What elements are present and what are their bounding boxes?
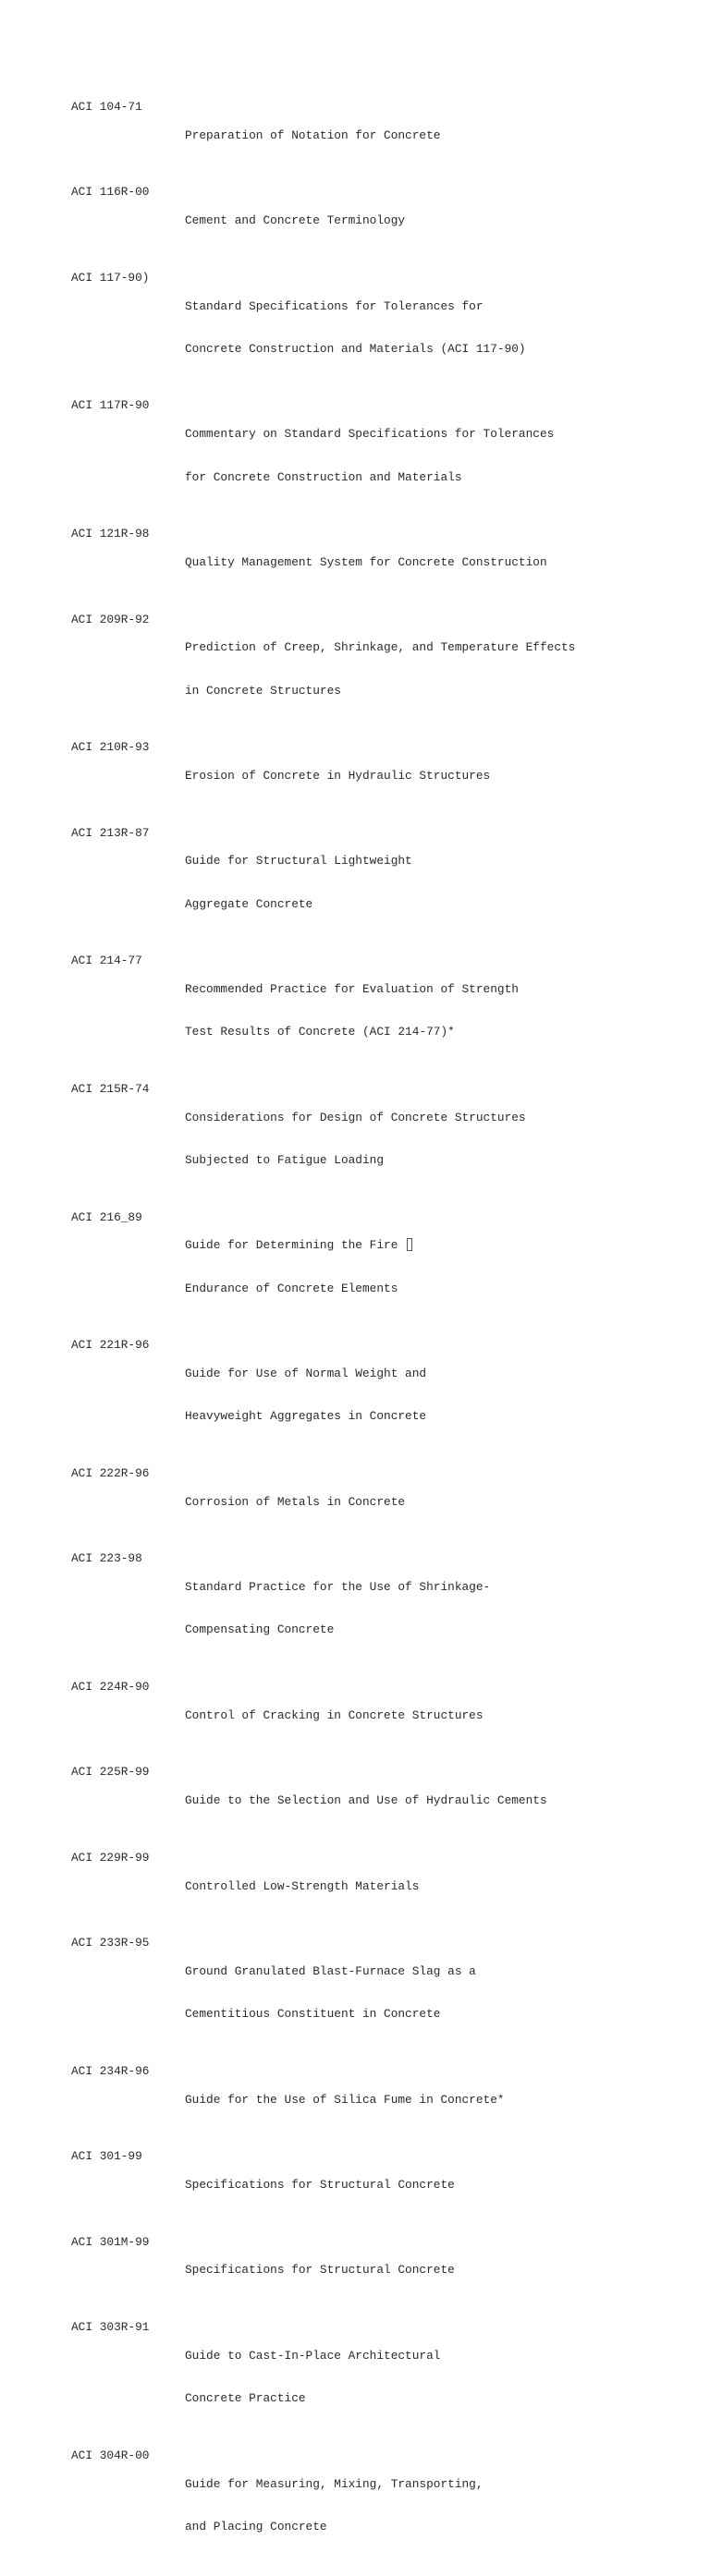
reference-code: ACI 303R-91 — [71, 2320, 150, 2335]
reference-title — [185, 1082, 644, 1196]
reference-title — [185, 1466, 644, 1537]
title-line: Standard Specifications for Tolerances for — [185, 298, 484, 313]
reference-title — [185, 740, 644, 811]
list-item — [71, 740, 644, 811]
title-line: Specifications for Structural Concrete — [185, 2178, 455, 2193]
list-item — [71, 100, 644, 171]
list-item — [71, 1851, 644, 1922]
title-line: Ground Granulated Blast-Furnace Slag as a — [185, 1963, 476, 1978]
list-item — [71, 613, 644, 726]
list-item — [71, 2235, 644, 2306]
reference-code: ACI 209R-92 — [71, 612, 150, 626]
reference-title — [185, 2448, 644, 2562]
reference-title — [185, 1765, 644, 1836]
title-line: Cement and Concrete Terminology — [185, 213, 406, 228]
reference-title — [185, 1210, 644, 1324]
title-line: Control of Cracking in Concrete Structures — [185, 1707, 484, 1722]
title-line: Recommended Practice for Evaluation of Strength — [185, 982, 519, 997]
reference-title — [185, 2320, 644, 2434]
reference-code: ACI 304R-00 — [71, 2448, 150, 2462]
reference-title — [185, 527, 644, 598]
reference-title — [185, 185, 644, 256]
list-item — [71, 826, 644, 940]
title-line: Controlled Low-Strength Materials — [185, 1878, 420, 1893]
reference-code: ACI 234R-96 — [71, 2063, 150, 2078]
list-item — [71, 1338, 644, 1452]
reference-code: ACI 233R-95 — [71, 1936, 150, 1950]
list-item — [71, 954, 644, 1067]
title-line: for Concrete Construction and Materials — [185, 469, 462, 484]
list-item — [71, 185, 644, 256]
reference-code: ACI 104-71 — [71, 100, 142, 114]
reference-title — [185, 2064, 644, 2135]
reference-title — [185, 2149, 644, 2220]
title-line: in Concrete Structures — [185, 683, 341, 698]
list-item — [71, 1680, 644, 1751]
title-line: Guide for Determining the Fire — [185, 1238, 398, 1253]
list-item — [71, 2320, 644, 2434]
title-line: Concrete Practice — [185, 2391, 306, 2406]
reference-list — [71, 100, 644, 2576]
reference-title — [185, 613, 644, 726]
missing-glyph-icon — [407, 1238, 412, 1251]
title-line: Concrete Construction and Materials (ACI 117-90) — [185, 341, 526, 356]
title-line: Cementitious Constituent in Concrete — [185, 2007, 441, 2022]
reference-title — [185, 1551, 644, 1665]
reference-code: ACI 213R-87 — [71, 825, 150, 840]
list-item — [71, 527, 644, 598]
reference-code: ACI 229R-99 — [71, 1850, 150, 1865]
list-item — [71, 1082, 644, 1196]
title-line: Test Results of Concrete (ACI 214-77)* — [185, 1025, 455, 1039]
title-line: Endurance of Concrete Elements — [185, 1281, 398, 1295]
reference-title — [185, 100, 644, 171]
reference-title — [185, 1851, 644, 1922]
reference-code: ACI 117R-90 — [71, 398, 150, 413]
reference-title — [185, 1338, 644, 1452]
reference-code: ACI 223-98 — [71, 1551, 142, 1566]
list-item — [71, 271, 644, 384]
list-item — [71, 1936, 644, 2049]
title-line: Commentary on Standard Specifications for Tolerances — [185, 427, 555, 442]
title-line: Standard Practice for the Use of Shrinkage- — [185, 1580, 491, 1595]
reference-code: ACI 116R-00 — [71, 185, 150, 200]
title-line: Guide to the Selection and Use of Hydraulic Cements — [185, 1793, 547, 1808]
title-line-with-glyph — [185, 1238, 644, 1252]
title-line: Heavyweight Aggregates in Concrete — [185, 1409, 427, 1424]
reference-code: ACI 214-77 — [71, 954, 142, 968]
reference-code: ACI 121R-98 — [71, 527, 150, 541]
title-line: Subjected to Fatigue Loading — [185, 1152, 385, 1167]
title-line: Quality Management System for Concrete Construction — [185, 554, 547, 569]
title-line: and Placing Concrete — [185, 2519, 327, 2533]
list-item — [71, 1210, 644, 1324]
title-line: Guide to Cast-In-Place Architectural — [185, 2348, 441, 2363]
title-line: Corrosion of Metals in Concrete — [185, 1494, 406, 1509]
reference-code: ACI 216_89 — [71, 1209, 142, 1224]
title-line: Erosion of Concrete in Hydraulic Structures — [185, 769, 491, 783]
title-line: Guide for Use of Normal Weight and — [185, 1366, 427, 1380]
reference-title — [185, 271, 644, 384]
reference-title — [185, 2235, 644, 2306]
list-item — [71, 2149, 644, 2220]
reference-code: ACI 301M-99 — [71, 2234, 150, 2249]
list-item — [71, 1551, 644, 1665]
reference-code: ACI 301-99 — [71, 2149, 142, 2164]
reference-code: ACI 225R-99 — [71, 1765, 150, 1780]
title-line: Prediction of Creep, Shrinkage, and Temperature Effects — [185, 640, 576, 655]
list-item — [71, 1466, 644, 1537]
list-item — [71, 1765, 644, 1836]
title-line: Specifications for Structural Concrete — [185, 2263, 455, 2278]
title-line: Preparation of Notation for Concrete — [185, 128, 441, 142]
reference-code: ACI 222R-96 — [71, 1465, 150, 1480]
title-line: Compensating Concrete — [185, 1622, 335, 1637]
list-item — [71, 2448, 644, 2562]
reference-code: ACI 210R-93 — [71, 740, 150, 755]
reference-title — [185, 1680, 644, 1751]
reference-title — [185, 1936, 644, 2049]
title-line: Guide for Structural Lightweight — [185, 854, 412, 869]
title-line: Considerations for Design of Concrete Structures — [185, 1110, 526, 1124]
list-item — [71, 398, 644, 512]
reference-code: ACI 224R-90 — [71, 1679, 150, 1694]
reference-code: ACI 215R-74 — [71, 1081, 150, 1096]
reference-title — [185, 398, 644, 512]
title-line: Guide for Measuring, Mixing, Transporting, — [185, 2476, 484, 2491]
title-line: Guide for the Use of Silica Fume in Concrete* — [185, 2092, 505, 2107]
reference-title — [185, 954, 644, 1067]
list-item — [71, 2064, 644, 2135]
reference-code: ACI 221R-96 — [71, 1338, 150, 1353]
reference-code: ACI 117-90) — [71, 270, 150, 285]
title-line: Aggregate Concrete — [185, 896, 313, 911]
reference-title — [185, 826, 644, 940]
